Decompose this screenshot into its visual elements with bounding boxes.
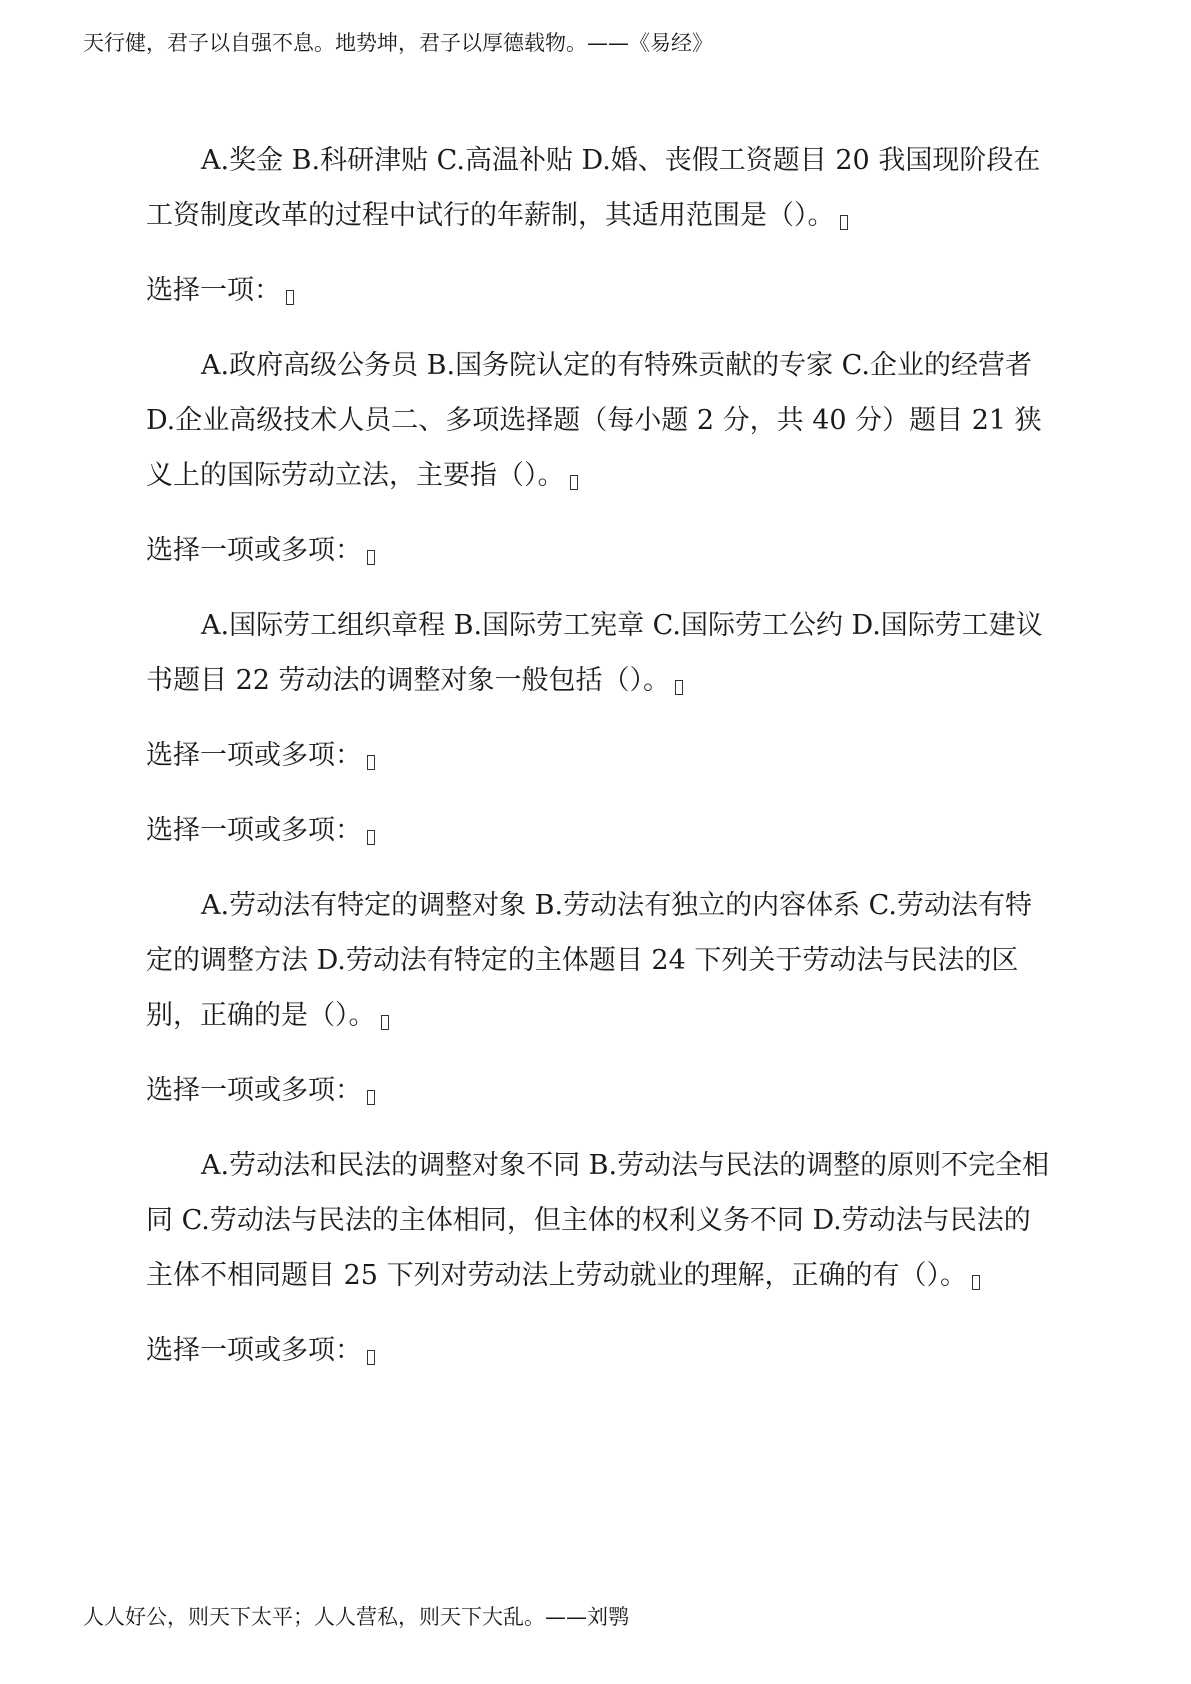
- block-text: 选择一项或多项：: [146, 815, 362, 846]
- question-22-options: [146, 598, 1051, 708]
- missing-glyph-icon: [840, 215, 848, 230]
- missing-glyph-icon: [675, 680, 683, 695]
- select-prompt: [146, 263, 1051, 318]
- select-prompt: [146, 1063, 1051, 1118]
- select-prompt: [146, 523, 1051, 578]
- missing-glyph-icon: [367, 830, 375, 845]
- missing-glyph-icon: [381, 1015, 389, 1030]
- footer-quote: 人人好公，则天下太平；人人营私，则天下大乱。——刘鹗: [83, 1605, 629, 1629]
- missing-glyph-icon: [286, 290, 294, 305]
- block-text: 选择一项或多项：: [146, 535, 362, 566]
- question-24-options: [146, 878, 1051, 1043]
- missing-glyph-icon: [367, 1350, 375, 1365]
- document-body: [146, 133, 1051, 1378]
- block-text: 选择一项或多项：: [146, 1075, 362, 1106]
- question-20-options: [146, 133, 1051, 243]
- missing-glyph-icon: [367, 755, 375, 770]
- block-text: 选择一项或多项：: [146, 1335, 362, 1366]
- block-text: A.奖金 B.科研津贴 C.高温补贴 D.婚、丧假工资题目 20 我国现阶段在工资制度改革的过程中试行的年薪制，其适用范围是（）。: [146, 145, 1041, 231]
- select-prompt: [146, 728, 1051, 783]
- block-text: 选择一项或多项：: [146, 740, 362, 771]
- select-prompt: [146, 1323, 1051, 1378]
- missing-glyph-icon: [570, 475, 578, 490]
- missing-glyph-icon: [972, 1275, 980, 1290]
- header-quote: 天行健，君子以自强不息。地势坤，君子以厚德载物。——《易经》: [83, 31, 713, 55]
- block-text: A.劳动法和民法的调整对象不同 B.劳动法与民法的调整的原则不完全相同 C.劳动法与民法的主体相同，但主体的权利义务不同 D.劳动法与民法的主体不相同题目 25 下列对劳动法上劳动就业的理解，正确的有（）。: [146, 1150, 1050, 1291]
- block-text: A.劳动法有特定的调整对象 B.劳动法有独立的内容体系 C.劳动法有特定的调整方法 D.劳动法有特定的主体题目 24 下列关于劳动法与民法的区别，正确的是（）。: [146, 890, 1032, 1031]
- question-21-options: [146, 338, 1051, 503]
- missing-glyph-icon: [367, 550, 375, 565]
- missing-glyph-icon: [367, 1090, 375, 1105]
- question-25-options: [146, 1138, 1051, 1303]
- block-text: A.政府高级公务员 B.国务院认定的有特殊贡献的专家 C.企业的经营者 D.企业高级技术人员二、多项选择题（每小题 2 分，共 40 分）题目 21 狭义上的国际劳动立法，主要指（）。: [146, 350, 1042, 491]
- block-text: 选择一项：: [146, 275, 281, 306]
- select-prompt: [146, 803, 1051, 858]
- block-text: A.国际劳工组织章程 B.国际劳工宪章 C.国际劳工公约 D.国际劳工建议书题目 22 劳动法的调整对象一般包括（）。: [146, 610, 1043, 696]
